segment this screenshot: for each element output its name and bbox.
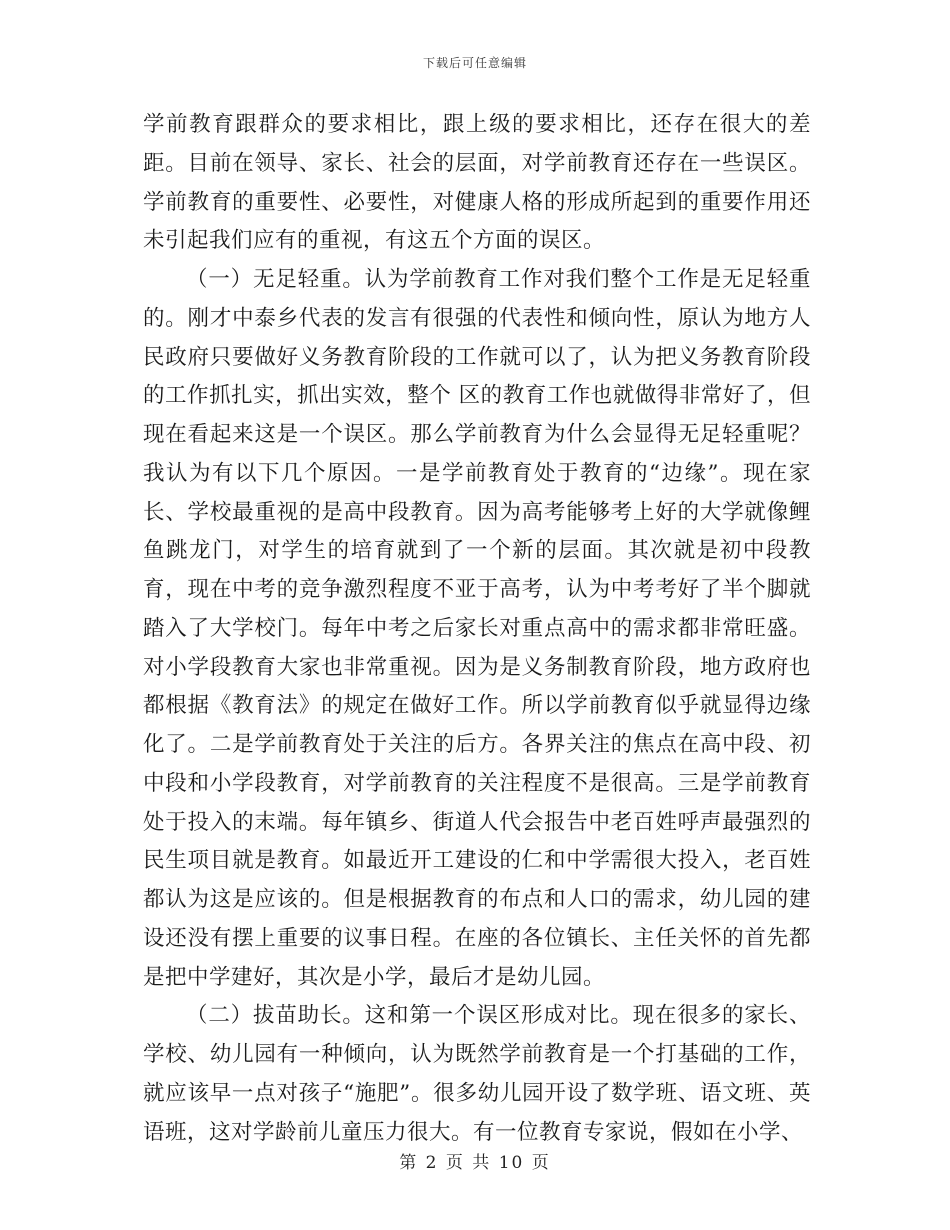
paragraph-3: （二）拔苗助长。这和第一个误区形成对比。现在很多的家长、学校、幼儿园有一种倾向，认为既然学前教育是一个打基础的工作，就应该早一点对孩子“施肥”。很多幼儿园开设了数学班、语文班、英语班，这对学龄前儿童压力很大。有一位教育专家说，假如在小学、	[143, 1003, 811, 1145]
page-header-note: 下载后可任意编辑	[422, 56, 527, 70]
document-body	[143, 106, 811, 1152]
paragraph-2: （一）无足轻重。认为学前教育工作对我们整个工作是无足轻重的。刚才中泰乡代表的发言有很强的代表性和倾向性，原认为地方人民政府只要做好义务教育阶段的工作就可以了，认为把义务教育阶段的工作抓扎实，抓出实效，整个 区的教育工作也就做得非常好了，但现在看起来这是一个误区。那么学前教育为什么会显得无足轻重呢？我认为有以下几个原因。一是学前教育处于教育的“边缘”。现在家长、学校最重视的是高中段教育。因为高考能够考上好的大学就像鲤鱼跳龙门，对学生的培育就到了一个新的层面。其次就是初中段教育，现在中考的竞争激烈程度不亚于高考，认为中考考好了半个脚就踏入了大学校门。每年中考之后家长对重点高中的需求都非常旺盛。对小学段教育大家也非常重视。因为是义务制教育阶段，地方政府也都根据《教育法》的规定在做好工作。所以学前教育似乎就显得边缘化了。二是学前教育处于关注的后方。各界关注的焦点在高中段、初中段和小学段教育，对学前教育的关注程度不是很高。三是学前教育处于投入的末端。每年镇乡、街道人代会报告中老百姓呼声最强烈的民生项目就是教育。如最近开工建设的仁和中学需很大投入，老百姓都认为这是应该的。但是根据教育的布点和人口的需求，幼儿园的建设还没有摆上重要的议事日程。在座的各位镇长、主任关怀的首先都是把中学建好，其次是小学，最后才是幼儿园。	[143, 267, 811, 990]
page-footer-number: 第 2 页 共 10 页	[399, 1153, 551, 1173]
paragraph-1: 学前教育跟群众的要求相比，跟上级的要求相比，还存在很大的差距。目前在领导、家长、社会的层面，对学前教育还存在一些误区。学前教育的重要性、必要性，对健康人格的形成所起到的重要作用还未引起我们应有的重视，有这五个方面的误区。	[143, 112, 811, 254]
